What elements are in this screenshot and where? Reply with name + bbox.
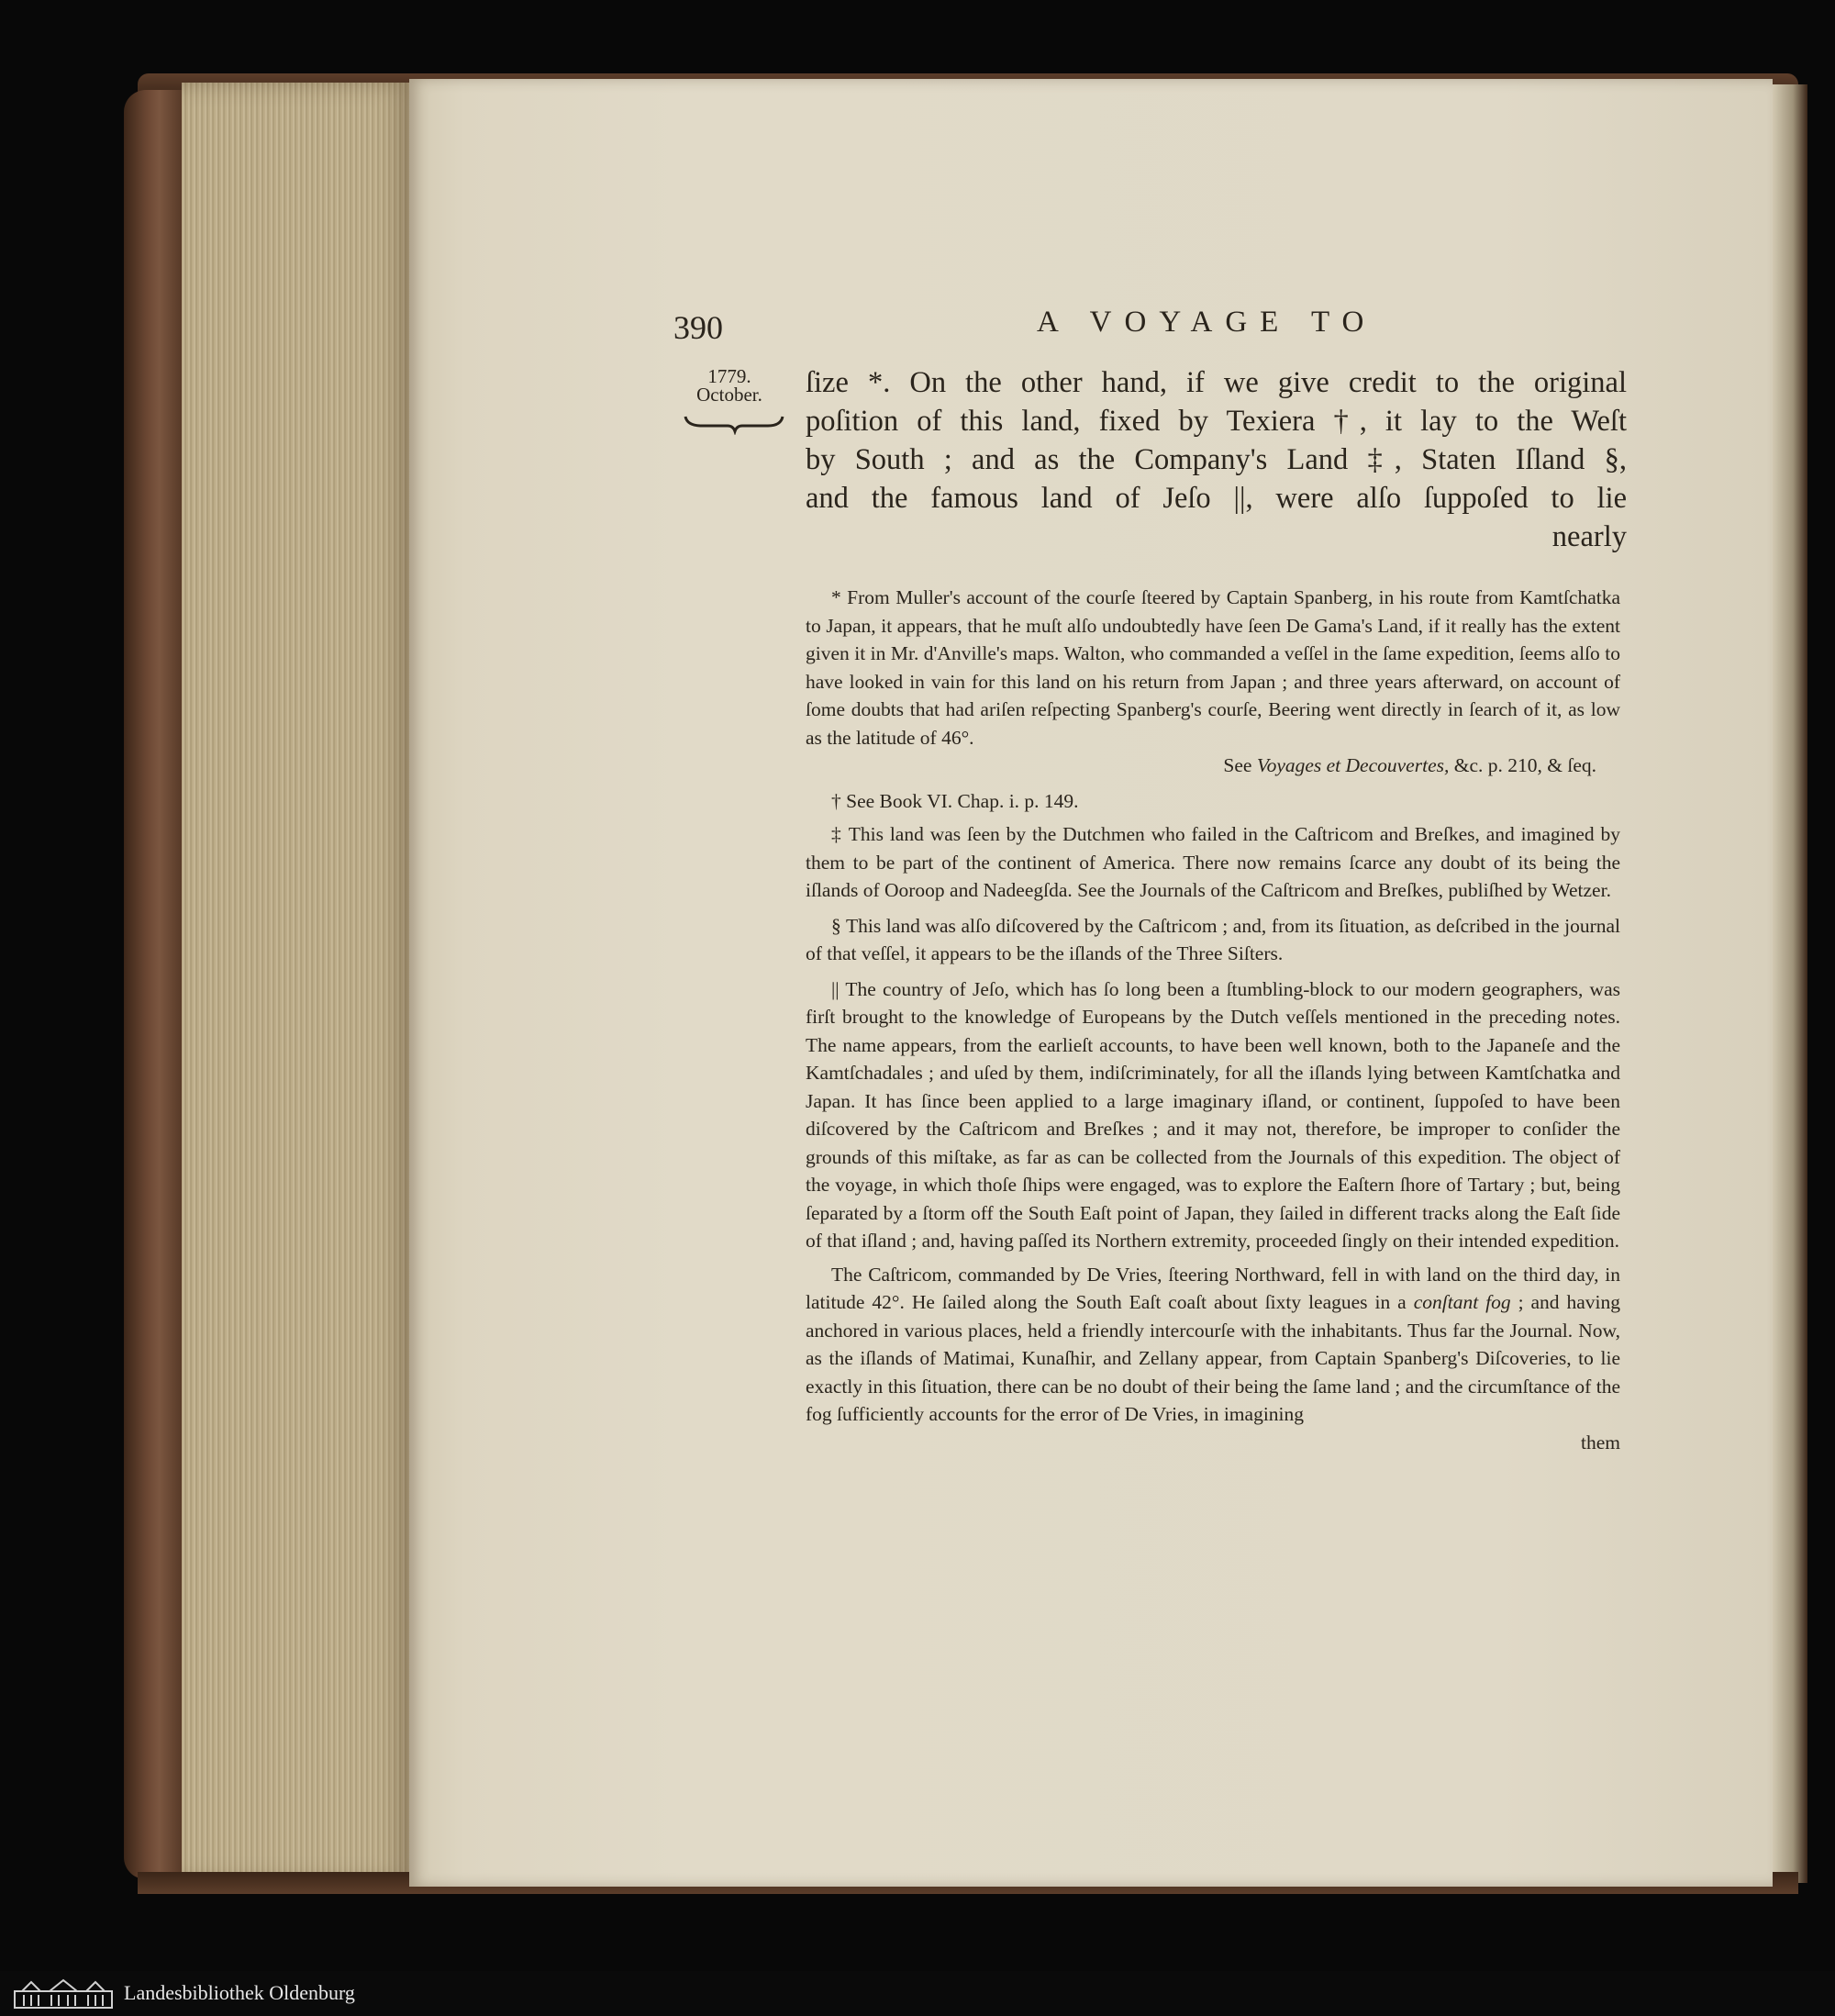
- book-cover-spine: [124, 90, 188, 1879]
- facing-page-edge: [1771, 84, 1807, 1883]
- footnote-double-dagger: [806, 820, 1620, 905]
- footnote-dagger: [806, 787, 1620, 816]
- footnote-section: [806, 912, 1620, 968]
- main-text-block: [806, 363, 1627, 556]
- page-fore-edge: [182, 83, 413, 1881]
- footnote-star-reference: [806, 752, 1620, 780]
- footnote-star-text: * From Muller's account of the courſe ſteered by Captain Spanberg, in his route from Kamtſchatka to Japan, it appears, that he muſt alſo undoubtedly have ſeen De Gama's Land, if it really has the extent given it in Mr. d'Anville's maps. Walton, who commanded a veſſel in the ſame expedition, ſeems alſo to have looked in vain for this land on his return from Japan ; and three years afterward, on account of ſome doubts that had ariſen reſpecting Spanberg's courſe, Beering went directly in ſearch of it, as low as the latitude of 46°.: [806, 586, 1620, 749]
- footnote-castricom: [806, 1261, 1620, 1457]
- institution-name: Landesbibliothek Oldenburg: [124, 1981, 355, 2004]
- footnote-catchword: them: [1581, 1431, 1620, 1454]
- main-text-line: poſition of this land, fixed by Texiera †, it lay to the Weſt: [806, 405, 1627, 438]
- main-text-line: by South ; and as the Company's Land ‡, Staten Iſland §,: [806, 443, 1627, 476]
- footer-bar: [0, 1971, 1835, 2016]
- running-head: A VOYAGE TO: [1037, 306, 1377, 339]
- castricom-text-start: The Caſtricom, commanded by De Vries, ſteering Northward, fell in with land on the third day, in latitude 42°. He ſailed along the South Eaſt coaſt about ſixty leagues in a: [806, 1263, 1620, 1313]
- footnote-castricom-text: [806, 1261, 1620, 1429]
- margin-date-note: [679, 367, 780, 404]
- footnotes: [806, 584, 1620, 1462]
- page-number: 390: [673, 309, 723, 346]
- margin-year: 1779.: [707, 365, 751, 387]
- reference-title: Voyages et Decouvertes,: [1256, 754, 1450, 776]
- main-text-catchword: nearly: [1551, 520, 1627, 553]
- main-text-line: and the famous land of Jeſo ||, were alſo ſuppoſed to lie: [806, 482, 1627, 515]
- margin-brace-icon: [684, 413, 784, 435]
- main-text-line: ſize *. On the other hand, if we give credit to the original: [806, 366, 1627, 399]
- reference-see: See: [1223, 754, 1252, 776]
- margin-month: October.: [696, 384, 762, 406]
- reference-pages: &c. p. 210, & ſeq.: [1453, 754, 1596, 776]
- footnote-dagger-text: † See Book VI. Chap. i. p. 149.: [831, 789, 1079, 812]
- footnote-section-text: § This land was alſo diſcovered by the Caſtricom ; and, from its ſituation, as deſcribed in the journal of that veſſel, it appears to be the iſlands of the Three Siſters.: [806, 914, 1620, 964]
- castricom-fog-italic: conſtant fog: [1413, 1291, 1511, 1313]
- footnote-star: [806, 584, 1620, 780]
- library-building-icon: [13, 1978, 114, 2010]
- castricom-text-end: ; and having anchored in various places, held a friendly intercourſe with the inhabitants. Thus far the Journal. Now, as the iſlands of Matimai, Kunaſhir, and Zellany appear, from Captain Spanberg's Diſcoveries, to lie exactly in this ſituation, there can be no doubt of their being the ſame land ; and the circumſtance of the fog ſufficiently accounts for the error of De Vries, in imagining: [806, 1291, 1621, 1425]
- footnote-parallel: [806, 975, 1620, 1255]
- footnote-double-dagger-text: ‡ This land was ſeen by the Dutchmen who failed in the Caſtricom and Breſkes, and imagined by them to be part of the continent of America. There now remains ſcarce any doubt of its being the iſlands of Ooroop and Nadeegſda. See the Journals of the Caſtricom and Breſkes, publiſhed by Wetzer.: [806, 823, 1620, 901]
- footnote-parallel-text: || The country of Jeſo, which has ſo long been a ſtumbling-block to our modern geographers, was firſt brought to the knowledge of Europeans by the Dutch veſſels mentioned in the preceding notes. The name appears, from the earlieſt accounts, to have been well known, both to the Japaneſe and the Kamtſchadales ; and uſed by them, indiſcriminately, for all the iſlands lying between Kamtſchatka and Japan. It has ſince been applied to a large imaginary iſland, or continent, ſuppoſed to have been diſcovered by the Caſtricom and Breſkes ; and it may not, therefore, be improper to conſider the grounds of this miſtake, as far as can be collected from the Journals of this expedition. The object of the voyage, in which thoſe ſhips were engaged, was to explore the Eaſtern ſhore of Tartary ; but, being ſeparated by a ſtorm off the South Eaſt point of Japan, they ſailed in different tracks along the Eaſt ſide of that iſland ; and, having paſſed its Northern extremity, proceeded ſingly on their intended expedition.: [806, 977, 1620, 1252]
